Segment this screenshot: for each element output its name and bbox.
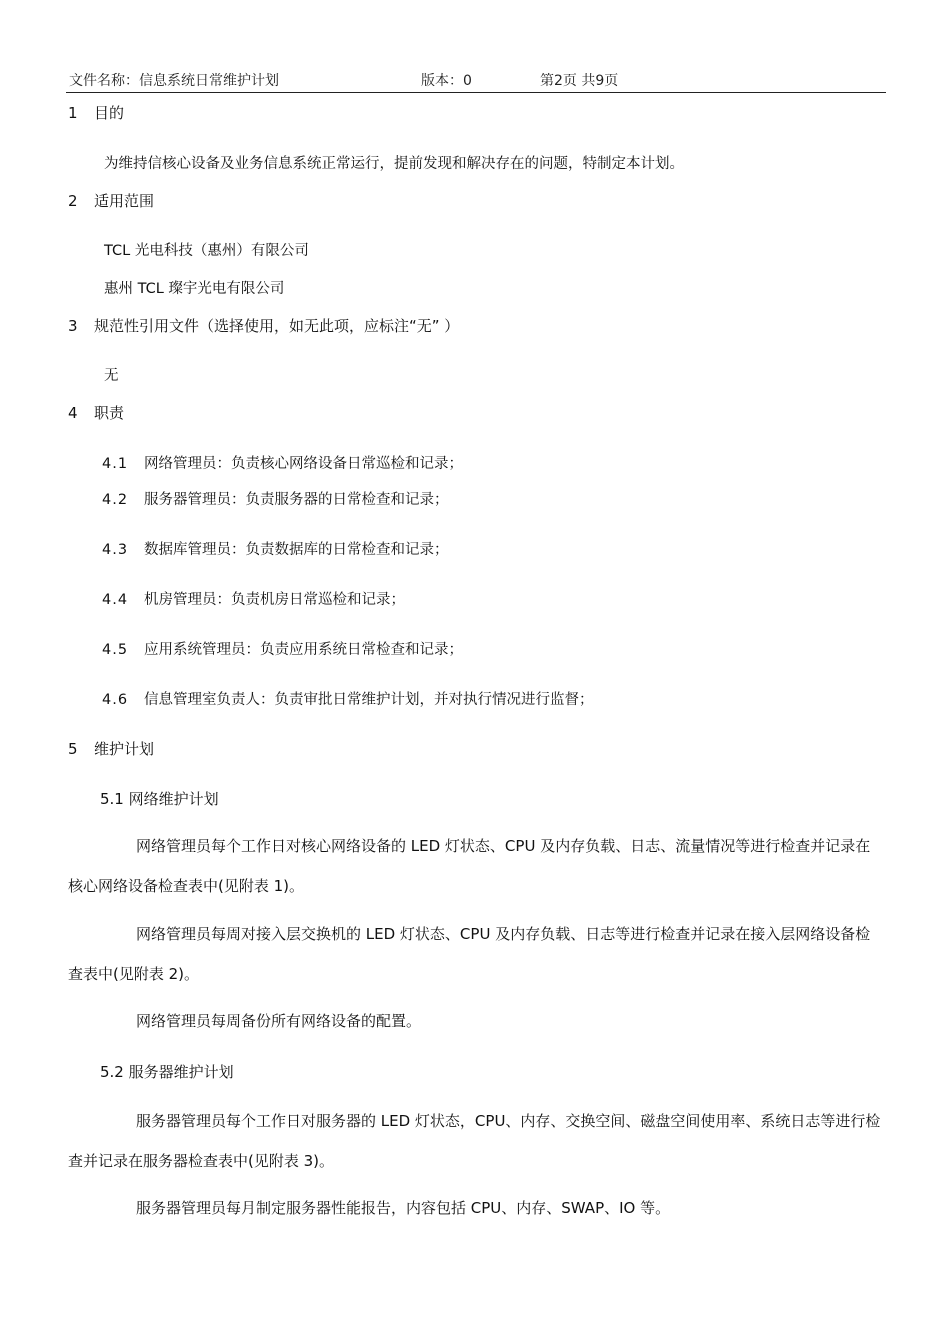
duty-number: 4.5 (102, 642, 129, 658)
section-4-heading (68, 402, 124, 423)
duty-item (102, 538, 449, 559)
duty-item (102, 638, 463, 659)
paragraph: 网络管理员每周备份所有网络设备的配置。 (136, 1012, 422, 1030)
section-5-heading (68, 738, 154, 759)
section-title: 适用范围 (94, 192, 155, 210)
duty-number: 4.2 (102, 492, 129, 508)
header-file-name: 文件名称：信息系统日常维护计划 (69, 73, 279, 89)
duty-number: 4.1 (102, 456, 129, 472)
section-title: 职责 (94, 404, 125, 422)
duty-text: 网络管理员：负责核心网络设备日常巡检和记录； (144, 456, 463, 472)
section-title: 规范性引用文件（选择使用，如无此项，应标注“无” ） (94, 317, 460, 335)
duty-item (102, 452, 463, 473)
duty-item (102, 588, 405, 609)
page-header (66, 68, 886, 93)
subsection-5-1-heading: 5.1 网络维护计划 (100, 790, 219, 808)
duty-text: 信息管理室负责人：负责审批日常维护计划，并对执行情况进行监督； (144, 692, 594, 708)
duty-text: 应用系统管理员：负责应用系统日常检查和记录； (144, 642, 463, 658)
duty-item (102, 488, 449, 509)
duty-number: 4.3 (102, 542, 129, 558)
paragraph: 服务器管理员每个工作日对服务器的 LED 灯状态，CPU、内存、交换空间、磁盘空间使用率、系统日志等进行检查并记录在服务器检查表中(见附表 3)。 (68, 1112, 881, 1170)
duty-text: 机房管理员：负责机房日常巡检和记录； (144, 592, 405, 608)
section-title: 目的 (94, 104, 125, 122)
section-title: 维护计划 (94, 740, 155, 758)
section-number: 2 (68, 192, 78, 210)
section-number: 5 (68, 740, 78, 758)
section-3-text: 无 (104, 368, 119, 384)
section-2-heading (68, 190, 154, 211)
section-number: 1 (68, 104, 78, 122)
section-3-heading (68, 315, 459, 336)
header-version: 版本：0 (421, 73, 472, 89)
duty-number: 4.4 (102, 592, 129, 608)
duty-text: 数据库管理员：负责数据库的日常检查和记录； (144, 542, 449, 558)
subsection-5-2-heading: 5.2 服务器维护计划 (100, 1063, 234, 1081)
paragraph: 服务器管理员每月制定服务器性能报告，内容包括 CPU、内存、SWAP、IO 等。 (136, 1199, 671, 1217)
section-1-heading (68, 102, 124, 123)
duty-text: 服务器管理员：负责服务器的日常检查和记录； (144, 492, 449, 508)
header-page-number: 第2页 共9页 (540, 73, 619, 89)
scope-company-2: 惠州 TCL 璨宇光电有限公司 (104, 281, 285, 297)
paragraph: 网络管理员每个工作日对核心网络设备的 LED 灯状态、CPU 及内存负载、日志、流量情况等进行检查并记录在核心网络设备检查表中(见附表 1)。 (68, 837, 871, 895)
section-1-text: 为维持信核心设备及业务信息系统正常运行，提前发现和解决存在的问题，特制定本计划。 (104, 156, 684, 172)
paragraph: 网络管理员每周对接入层交换机的 LED 灯状态、CPU 及内存负载、日志等进行检查并记录在接入层网络设备检查表中(见附表 2)。 (68, 925, 871, 983)
section-number: 3 (68, 317, 78, 335)
scope-company-1: TCL 光电科技（惠州）有限公司 (104, 243, 309, 259)
duty-number: 4.6 (102, 692, 129, 708)
section-number: 4 (68, 404, 78, 422)
duty-item (102, 688, 594, 709)
